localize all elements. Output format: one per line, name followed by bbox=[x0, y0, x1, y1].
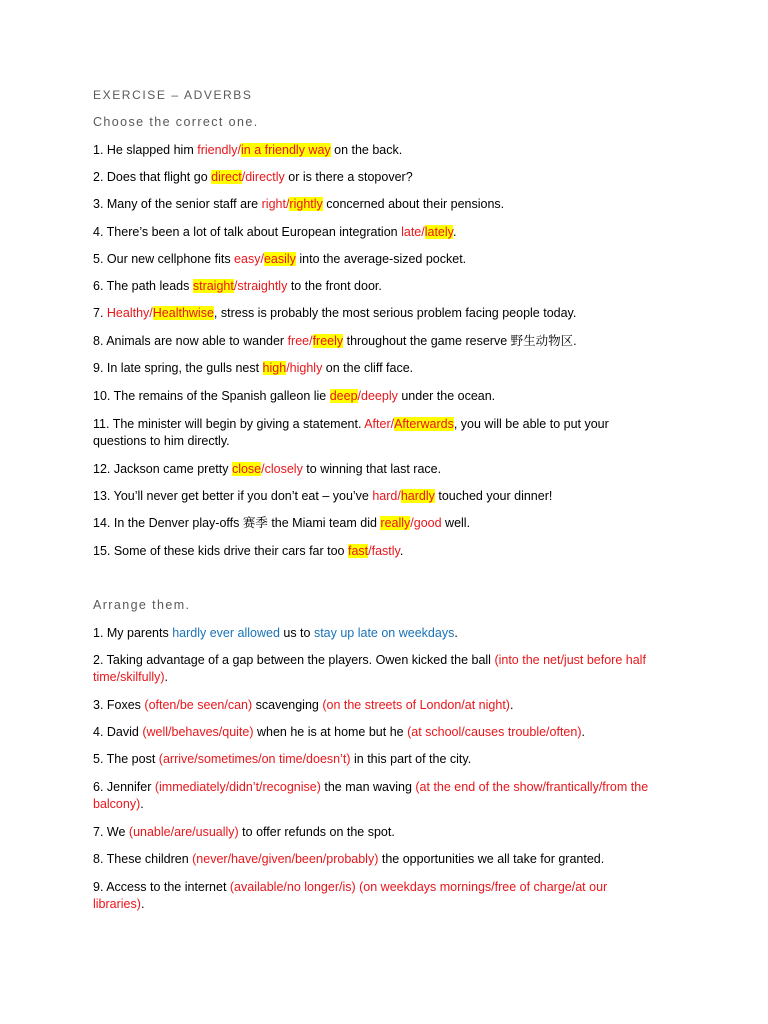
answer-option: (never/have/given/been/probably) bbox=[192, 852, 379, 866]
item-text: under the ocean. bbox=[397, 389, 496, 403]
item-text: . bbox=[581, 725, 585, 739]
answer-option: free/ bbox=[287, 334, 313, 348]
highlighted-answer: deep bbox=[329, 389, 358, 403]
answer-option: (on weekdays mornings/free of charge/at our libraries) bbox=[93, 880, 608, 911]
answer-option: friendly/ bbox=[197, 143, 242, 157]
item-text: . bbox=[399, 544, 404, 558]
answer-option: stay up late on weekdays bbox=[313, 626, 455, 640]
answer-option: right/ bbox=[261, 197, 290, 211]
item-text: 1. He slapped him bbox=[93, 143, 198, 157]
item-text: to winning that last race. bbox=[302, 462, 442, 476]
answer-option: /deeply bbox=[357, 389, 398, 403]
choose-item bbox=[93, 543, 693, 560]
answer-option: (into the net/just before half time/skilfully) bbox=[93, 653, 646, 684]
item-text: well. bbox=[441, 516, 471, 530]
item-text: the man waving bbox=[320, 780, 416, 794]
choose-item bbox=[93, 416, 663, 450]
arrange-item bbox=[93, 751, 693, 768]
item-text: to offer refunds on the spot. bbox=[238, 825, 395, 839]
choose-item bbox=[93, 488, 693, 505]
choose-item bbox=[93, 278, 693, 295]
item-text: . bbox=[453, 225, 457, 239]
item-text: 7. We bbox=[93, 825, 129, 839]
item-text: . bbox=[509, 698, 514, 712]
item-text: 8. Animals are now able to wander bbox=[93, 334, 288, 348]
answer-option: (well/behaves/quite) bbox=[142, 725, 254, 739]
choose-item bbox=[93, 251, 693, 268]
highlighted-answer: rightly bbox=[289, 197, 323, 211]
choose-item bbox=[93, 333, 693, 350]
choose-item bbox=[93, 461, 693, 478]
item-text: 12. Jackson came pretty bbox=[93, 462, 232, 476]
answer-option: (available/no longer/is) bbox=[229, 880, 356, 894]
item-text: 15. Some of these kids drive their cars far too bbox=[93, 544, 348, 558]
item-text: . bbox=[140, 797, 144, 811]
item-text: 9. Access to the internet bbox=[93, 880, 230, 894]
item-text: 3. Many of the senior staff are bbox=[93, 197, 262, 211]
item-text: 1. My parents bbox=[93, 626, 173, 640]
item-text: 6. The path leads bbox=[93, 279, 193, 293]
highlighted-answer: really bbox=[380, 516, 411, 530]
item-text: 10. The remains of the Spanish galleon lie bbox=[93, 389, 330, 403]
item-text: 5. Our new cellphone fits bbox=[93, 252, 235, 266]
arrange-item bbox=[93, 625, 693, 642]
section-heading-arrange: Arrange them. bbox=[93, 598, 191, 612]
arrange-item bbox=[93, 779, 683, 813]
choose-item bbox=[93, 360, 693, 377]
item-text: to the front door. bbox=[287, 279, 382, 293]
answer-option: /straightly bbox=[233, 279, 288, 293]
item-text: 4. David bbox=[93, 725, 143, 739]
item-text: 3. Foxes bbox=[93, 698, 145, 712]
item-text: 2. Does that flight go bbox=[93, 170, 212, 184]
answer-option: /good bbox=[410, 516, 442, 530]
item-text: 14. In the Denver play-offs 赛季 the Miami team did bbox=[93, 516, 381, 530]
choose-item bbox=[93, 224, 693, 241]
arrange-item bbox=[93, 724, 693, 741]
highlighted-answer: fast bbox=[347, 544, 369, 558]
highlighted-answer: easily bbox=[263, 252, 296, 266]
answer-option: (at the end of the show/frantically/from the balcony) bbox=[93, 780, 649, 811]
item-text: , stress is probably the most serious problem facing people today. bbox=[213, 306, 577, 320]
arrange-item bbox=[93, 824, 693, 841]
answer-option: (immediately/didn’t/recognise) bbox=[154, 780, 321, 794]
answer-option: (unable/are/usually) bbox=[128, 825, 239, 839]
answer-option: (often/be seen/can) bbox=[144, 698, 253, 712]
arrange-item bbox=[93, 697, 693, 714]
answer-option: /highly bbox=[286, 361, 323, 375]
item-text: 11. The minister will begin by giving a statement. bbox=[93, 417, 365, 431]
item-text: in this part of the city. bbox=[350, 752, 472, 766]
item-text: on the back. bbox=[330, 143, 403, 157]
choose-item bbox=[93, 515, 693, 532]
highlighted-answer: straight bbox=[192, 279, 234, 293]
highlighted-answer: high bbox=[262, 361, 287, 375]
choose-item bbox=[93, 305, 693, 322]
highlighted-answer: in a friendly way bbox=[241, 143, 331, 157]
highlighted-answer: hardly bbox=[400, 489, 435, 503]
item-text: into the average-sized pocket. bbox=[295, 252, 467, 266]
item-text: or is there a stopover? bbox=[284, 170, 413, 184]
highlighted-answer: direct bbox=[211, 170, 242, 184]
answer-option: hard/ bbox=[372, 489, 401, 503]
item-text: 6. Jennifer bbox=[93, 780, 155, 794]
choose-item bbox=[93, 388, 693, 405]
highlighted-answer: Healthwise bbox=[152, 306, 214, 320]
item-text: concerned about their pensions. bbox=[322, 197, 505, 211]
section-heading-choose: Choose the correct one. bbox=[93, 115, 259, 129]
item-text: touched your dinner! bbox=[434, 489, 553, 503]
arrange-item bbox=[93, 851, 693, 868]
answer-option: /fastly bbox=[368, 544, 400, 558]
item-text: 4. There’s been a lot of talk about European integration bbox=[93, 225, 402, 239]
item-text: 8. These children bbox=[93, 852, 193, 866]
arrange-item bbox=[93, 879, 653, 913]
answer-option: (arrive/sometimes/on time/doesn’t) bbox=[158, 752, 351, 766]
choose-item bbox=[93, 196, 693, 213]
item-text: 5. The post bbox=[93, 752, 159, 766]
highlighted-answer: Afterwards bbox=[394, 417, 454, 431]
answer-option: Healthy/ bbox=[106, 306, 153, 320]
item-text: 7. bbox=[93, 306, 107, 320]
item-text: us to bbox=[279, 626, 314, 640]
answer-option: hardly ever allowed bbox=[172, 626, 280, 640]
item-text: . bbox=[164, 670, 169, 684]
item-text: . bbox=[140, 897, 145, 911]
answer-option: easy/ bbox=[234, 252, 264, 266]
highlighted-answer: close bbox=[231, 462, 262, 476]
item-text: , you will be able to put your questions to him directly. bbox=[93, 417, 609, 448]
item-text: 9. In late spring, the gulls nest bbox=[93, 361, 263, 375]
highlighted-answer: lately bbox=[424, 225, 453, 239]
highlighted-answer: freely bbox=[312, 334, 344, 348]
answer-option: /closely bbox=[261, 462, 303, 476]
item-text: when he is at home but he bbox=[253, 725, 408, 739]
choose-item bbox=[93, 142, 693, 159]
item-text: throughout the game reserve 野生动物区. bbox=[343, 334, 577, 348]
item-text: on the cliff face. bbox=[322, 361, 414, 375]
answer-option: late/ bbox=[401, 225, 425, 239]
arrange-item bbox=[93, 652, 693, 686]
exercise-title: EXERCISE – ADVERBS bbox=[93, 88, 253, 102]
answer-option: /directly bbox=[241, 170, 285, 184]
answer-option: (at school/causes trouble/often) bbox=[407, 725, 582, 739]
answer-option: (on the streets of London/at night) bbox=[322, 698, 510, 712]
answer-option: After/ bbox=[364, 417, 395, 431]
item-text: 13. You’ll never get better if you don’t eat – you’ve bbox=[93, 489, 373, 503]
choose-item bbox=[93, 169, 693, 186]
item-text: . bbox=[454, 626, 458, 640]
item-text: the opportunities we all take for granted. bbox=[378, 852, 605, 866]
item-text: 2. Taking advantage of a gap between the players. Owen kicked the ball bbox=[93, 653, 495, 667]
item-text: scavenging bbox=[252, 698, 323, 712]
